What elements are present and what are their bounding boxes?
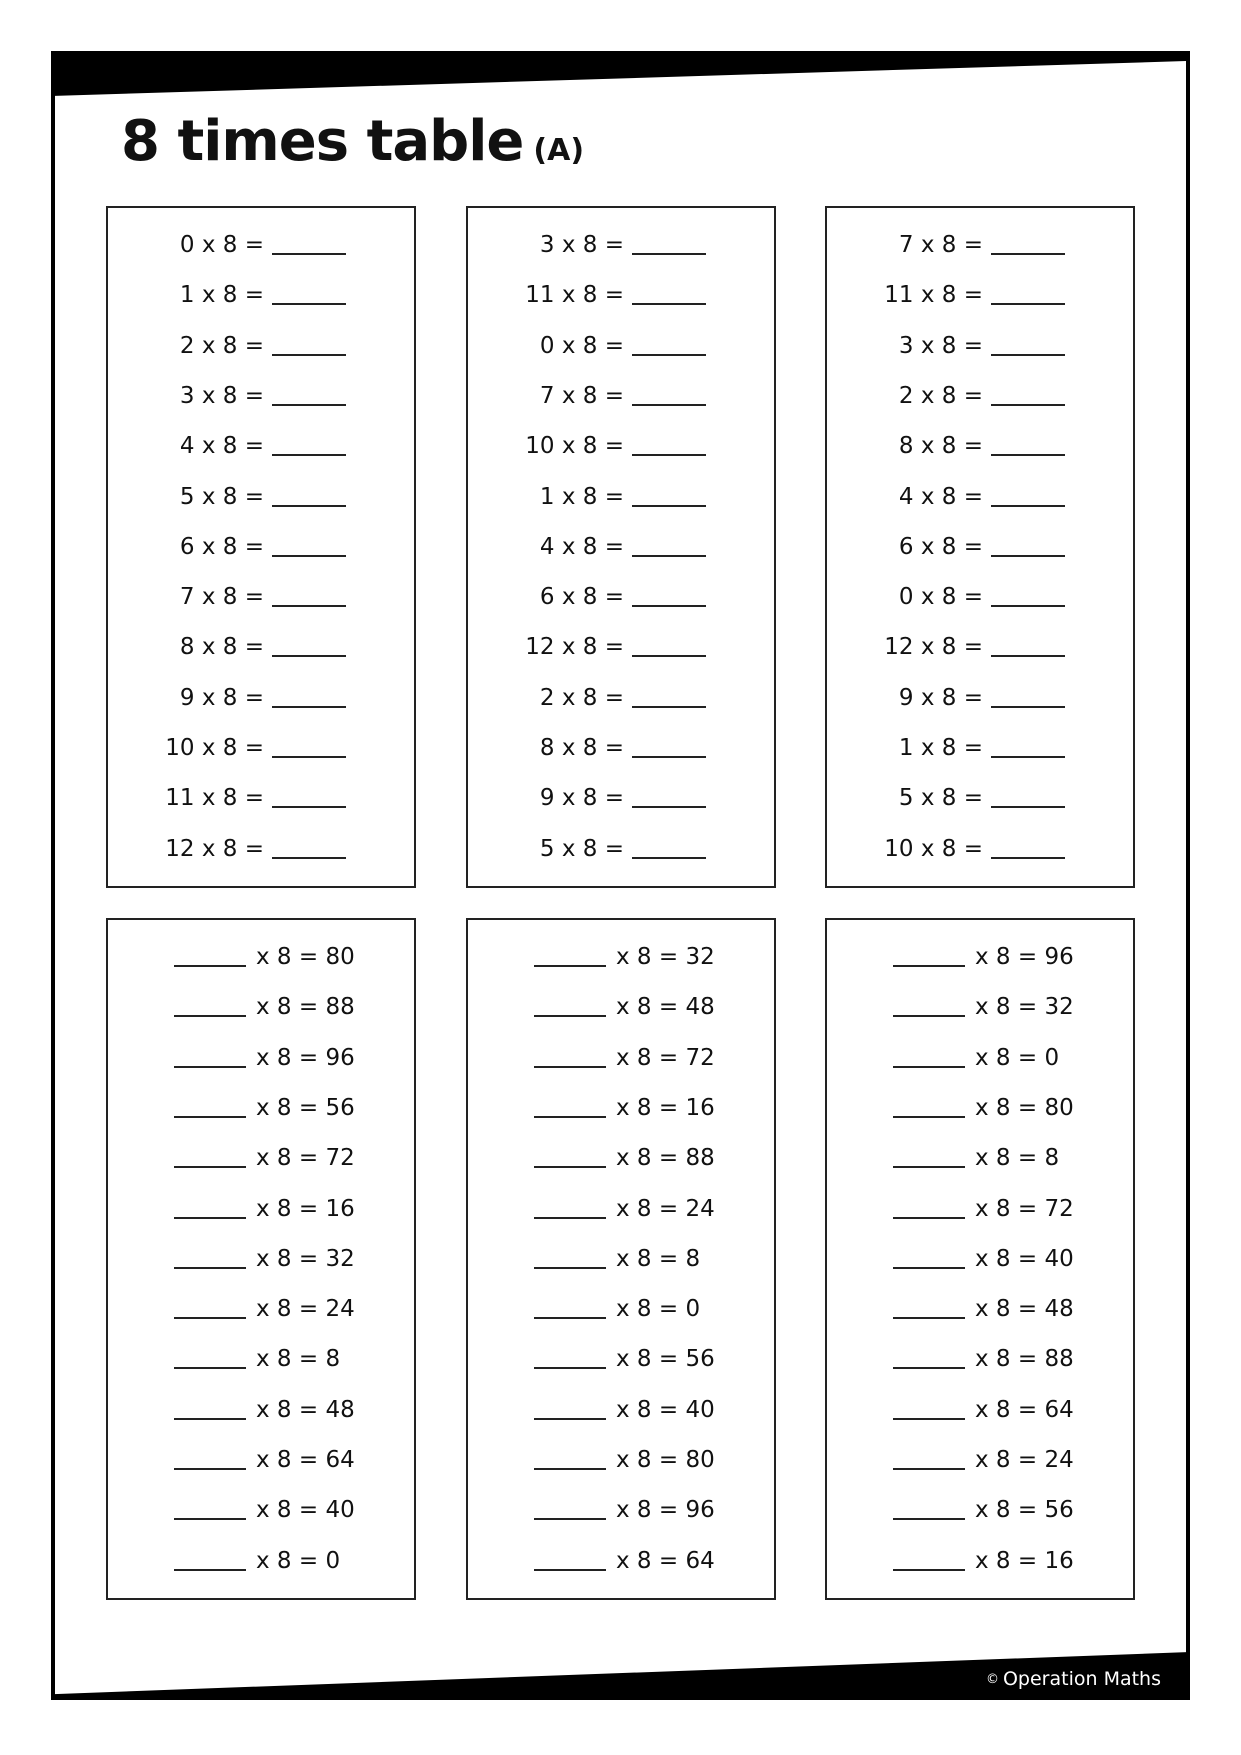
answer-blank[interactable] (272, 806, 346, 808)
question-text: 0 x 8 = (898, 584, 983, 611)
question-text: 10 x 8 = (525, 433, 624, 460)
answer-blank[interactable] (632, 555, 706, 557)
question-text: 8 x 8 = (179, 634, 264, 661)
question-row (827, 627, 1133, 667)
answer-blank[interactable] (534, 1367, 606, 1369)
answer-blank[interactable] (991, 605, 1065, 607)
answer-blank[interactable] (174, 1518, 246, 1520)
answer-blank[interactable] (174, 1569, 246, 1571)
copyright-text: Operation Maths (1002, 1668, 1161, 1690)
question-row (468, 477, 774, 517)
answer-blank[interactable] (991, 253, 1065, 255)
answer-blank[interactable] (632, 253, 706, 255)
question-text: x 8 = 64 (616, 1547, 715, 1574)
question-row (827, 1490, 1133, 1530)
question-row (827, 1138, 1133, 1178)
answer-blank[interactable] (893, 1569, 965, 1571)
answer-blank[interactable] (991, 706, 1065, 708)
question-row (827, 477, 1133, 517)
question-text: x 8 = 96 (975, 944, 1074, 970)
question-row (468, 1541, 774, 1581)
question-row (468, 627, 774, 667)
question-row (108, 426, 414, 466)
question-text: 8 x 8 = (898, 433, 983, 460)
question-text: 7 x 8 = (898, 232, 983, 258)
question-text: x 8 = 48 (616, 994, 715, 1021)
question-text: 12 x 8 = (884, 634, 983, 661)
question-row (108, 275, 414, 315)
question-row (108, 1339, 414, 1379)
answer-blank[interactable] (174, 1468, 246, 1470)
question-row (108, 937, 414, 977)
question-row (108, 1038, 414, 1078)
answer-blank[interactable] (991, 454, 1065, 456)
question-text: 11 x 8 = (884, 282, 983, 309)
question-row (108, 376, 414, 416)
answer-blank[interactable] (534, 1418, 606, 1420)
question-text: x 8 = 88 (616, 1145, 715, 1172)
answer-blank[interactable] (991, 756, 1065, 758)
answer-blank[interactable] (893, 1015, 965, 1017)
answer-blank[interactable] (534, 1569, 606, 1571)
question-text: x 8 = 80 (256, 944, 355, 970)
question-row (108, 1189, 414, 1229)
answer-blank[interactable] (893, 1267, 965, 1269)
answer-blank[interactable] (632, 505, 706, 507)
question-text: 10 x 8 = (165, 735, 264, 761)
question-text: x 8 = 16 (975, 1547, 1074, 1574)
question-row (827, 829, 1133, 869)
question-row (468, 728, 774, 768)
answer-blank[interactable] (534, 1116, 606, 1118)
question-text: x 8 = 96 (616, 1497, 715, 1524)
question-text: x 8 = 88 (975, 1346, 1074, 1373)
question-text: 4 x 8 = (898, 483, 983, 510)
question-row (827, 987, 1133, 1027)
answer-blank[interactable] (632, 857, 706, 859)
answer-blank[interactable] (632, 706, 706, 708)
answer-blank[interactable] (991, 505, 1065, 507)
question-text: x 8 = 40 (975, 1245, 1074, 1272)
question-row (108, 527, 414, 567)
answer-blank[interactable] (272, 303, 346, 305)
question-row (108, 577, 414, 617)
question-row (468, 987, 774, 1027)
question-text: 4 x 8 = (539, 533, 624, 560)
question-text: x 8 = 8 (256, 1346, 341, 1373)
answer-blank[interactable] (991, 354, 1065, 356)
answer-blank[interactable] (272, 857, 346, 859)
question-row (468, 1189, 774, 1229)
answer-blank[interactable] (632, 655, 706, 657)
question-text: 3 x 8 = (539, 232, 624, 258)
question-text: x 8 = 24 (616, 1195, 715, 1222)
question-row (108, 728, 414, 768)
question-text: 6 x 8 = (898, 533, 983, 560)
question-row (468, 1088, 774, 1128)
question-row (827, 937, 1133, 977)
answer-blank[interactable] (991, 857, 1065, 859)
question-text: 11 x 8 = (165, 785, 264, 812)
question-text: 1 x 8 = (179, 282, 264, 309)
answer-blank[interactable] (534, 965, 606, 967)
question-row (468, 1339, 774, 1379)
answer-blank[interactable] (534, 1217, 606, 1219)
answer-blank[interactable] (272, 253, 346, 255)
question-row (827, 275, 1133, 315)
question-row (827, 225, 1133, 265)
question-text: 1 x 8 = (898, 735, 983, 761)
answer-blank[interactable] (893, 1518, 965, 1520)
question-text: x 8 = 8 (975, 1145, 1060, 1172)
answer-blank[interactable] (991, 404, 1065, 406)
question-row (468, 1138, 774, 1178)
question-row (468, 1440, 774, 1480)
answer-blank[interactable] (893, 1066, 965, 1068)
answer-blank[interactable] (991, 303, 1065, 305)
title-version: (A) (533, 133, 585, 168)
question-text: x 8 = 80 (975, 1094, 1074, 1121)
answer-blank[interactable] (632, 756, 706, 758)
answer-blank[interactable] (174, 965, 246, 967)
question-text: x 8 = 56 (256, 1094, 355, 1121)
question-row (827, 1038, 1133, 1078)
answer-blank[interactable] (632, 605, 706, 607)
question-row (108, 678, 414, 718)
question-row (108, 1541, 414, 1581)
question-text: 6 x 8 = (539, 584, 624, 611)
answer-blank[interactable] (632, 303, 706, 305)
question-row (108, 1490, 414, 1530)
question-row (468, 778, 774, 818)
answer-blank[interactable] (534, 1015, 606, 1017)
answer-blank[interactable] (893, 1418, 965, 1420)
question-text: x 8 = 0 (256, 1547, 341, 1574)
question-text: x 8 = 72 (975, 1195, 1074, 1222)
answer-blank[interactable] (991, 655, 1065, 657)
answer-blank[interactable] (534, 1468, 606, 1470)
question-row (827, 728, 1133, 768)
question-text: 7 x 8 = (179, 584, 264, 611)
missing-factor-box-1 (106, 918, 416, 1600)
question-row (827, 527, 1133, 567)
answer-blank[interactable] (534, 1518, 606, 1520)
question-row (468, 1390, 774, 1430)
answer-blank[interactable] (174, 1317, 246, 1319)
question-text: 5 x 8 = (898, 785, 983, 812)
question-row (108, 225, 414, 265)
answer-blank[interactable] (534, 1317, 606, 1319)
answer-blank[interactable] (174, 1367, 246, 1369)
question-row (108, 1138, 414, 1178)
question-text: x 8 = 16 (616, 1094, 715, 1121)
answer-blank[interactable] (272, 655, 346, 657)
question-text: x 8 = 72 (256, 1145, 355, 1172)
question-row (827, 1541, 1133, 1581)
question-row (827, 326, 1133, 366)
question-row (827, 1189, 1133, 1229)
question-row (108, 987, 414, 1027)
question-text: x 8 = 32 (256, 1245, 355, 1272)
answer-blank[interactable] (534, 1066, 606, 1068)
question-row (468, 426, 774, 466)
question-row (468, 1490, 774, 1530)
answer-blank[interactable] (174, 1015, 246, 1017)
answer-blank[interactable] (272, 706, 346, 708)
answer-blank[interactable] (272, 505, 346, 507)
question-row (468, 225, 774, 265)
question-text: x 8 = 56 (616, 1346, 715, 1373)
answer-blank[interactable] (272, 756, 346, 758)
question-text: 1 x 8 = (539, 483, 624, 510)
question-row (468, 275, 774, 315)
question-row (108, 326, 414, 366)
question-text: 3 x 8 = (179, 382, 264, 409)
answer-blank[interactable] (893, 965, 965, 967)
question-row (468, 678, 774, 718)
answer-blank[interactable] (174, 1116, 246, 1118)
question-text: x 8 = 48 (975, 1296, 1074, 1323)
question-row (108, 1239, 414, 1279)
answer-blank[interactable] (272, 605, 346, 607)
question-row (108, 477, 414, 517)
answer-blank[interactable] (272, 555, 346, 557)
answer-blank[interactable] (174, 1166, 246, 1168)
answer-blank[interactable] (272, 454, 346, 456)
copyright-notice (986, 1668, 1161, 1690)
missing-factor-box-2 (466, 918, 776, 1600)
question-text: 11 x 8 = (525, 282, 624, 309)
question-row (468, 1239, 774, 1279)
question-text: x 8 = 48 (256, 1396, 355, 1423)
answer-blank[interactable] (991, 806, 1065, 808)
forward-questions-box-1 (106, 206, 416, 888)
question-text: 5 x 8 = (179, 483, 264, 510)
question-text: x 8 = 40 (616, 1396, 715, 1423)
missing-factor-box-3 (825, 918, 1135, 1600)
question-text: 5 x 8 = (539, 835, 624, 862)
question-row (827, 1088, 1133, 1128)
question-row (827, 1339, 1133, 1379)
question-row (827, 1239, 1133, 1279)
question-row (827, 1390, 1133, 1430)
question-row (468, 937, 774, 977)
question-row (468, 527, 774, 567)
question-row (468, 376, 774, 416)
question-row (468, 1038, 774, 1078)
answer-blank[interactable] (893, 1468, 965, 1470)
question-text: x 8 = 64 (975, 1396, 1074, 1423)
answer-blank[interactable] (272, 404, 346, 406)
question-row (108, 829, 414, 869)
answer-blank[interactable] (174, 1267, 246, 1269)
question-text: 9 x 8 = (539, 785, 624, 812)
question-row (827, 778, 1133, 818)
question-row (108, 1088, 414, 1128)
question-text: x 8 = 56 (975, 1497, 1074, 1524)
forward-questions-box-2 (466, 206, 776, 888)
question-text: x 8 = 96 (256, 1044, 355, 1071)
answer-blank[interactable] (632, 806, 706, 808)
question-row (827, 376, 1133, 416)
answer-blank[interactable] (534, 1166, 606, 1168)
copyright-icon: © (985, 1672, 999, 1687)
question-row (827, 678, 1133, 718)
question-text: x 8 = 64 (256, 1447, 355, 1473)
question-text: 6 x 8 = (179, 533, 264, 560)
forward-questions-box-3 (825, 206, 1135, 888)
question-row (108, 627, 414, 667)
question-text: x 8 = 72 (616, 1044, 715, 1071)
question-text: x 8 = 32 (975, 994, 1074, 1021)
answer-blank[interactable] (174, 1217, 246, 1219)
question-text: 0 x 8 = (539, 332, 624, 359)
answer-blank[interactable] (893, 1317, 965, 1319)
question-row (468, 829, 774, 869)
answer-blank[interactable] (991, 555, 1065, 557)
question-row (468, 326, 774, 366)
answer-blank[interactable] (893, 1217, 965, 1219)
question-text: x 8 = 24 (256, 1296, 355, 1323)
answer-blank[interactable] (632, 404, 706, 406)
question-row (108, 1440, 414, 1480)
answer-blank[interactable] (893, 1367, 965, 1369)
question-text: 2 x 8 = (539, 684, 624, 711)
question-row (827, 1440, 1133, 1480)
question-text: 0 x 8 = (179, 232, 264, 258)
question-text: x 8 = 0 (975, 1044, 1060, 1071)
question-text: 7 x 8 = (539, 382, 624, 409)
answer-blank[interactable] (632, 454, 706, 456)
question-row (108, 778, 414, 818)
answer-blank[interactable] (893, 1116, 965, 1118)
page-title (121, 106, 584, 187)
question-row (827, 1289, 1133, 1329)
question-text: 2 x 8 = (898, 382, 983, 409)
question-text: x 8 = 88 (256, 994, 355, 1021)
question-text: 10 x 8 = (884, 835, 983, 862)
question-row (827, 577, 1133, 617)
question-text: x 8 = 8 (616, 1245, 701, 1272)
answer-blank[interactable] (272, 354, 346, 356)
question-text: 9 x 8 = (179, 684, 264, 711)
answer-blank[interactable] (534, 1267, 606, 1269)
answer-blank[interactable] (893, 1166, 965, 1168)
answer-blank[interactable] (632, 354, 706, 356)
question-row (468, 577, 774, 617)
answer-blank[interactable] (174, 1066, 246, 1068)
question-text: x 8 = 16 (256, 1195, 355, 1222)
question-text: x 8 = 40 (256, 1497, 355, 1524)
question-text: x 8 = 24 (975, 1447, 1074, 1473)
question-text: 4 x 8 = (179, 433, 264, 460)
question-text: 3 x 8 = (898, 332, 983, 359)
question-row (108, 1390, 414, 1430)
question-row (827, 426, 1133, 466)
question-text: 8 x 8 = (539, 735, 624, 761)
title-text: 8 times table (121, 109, 524, 174)
question-text: 12 x 8 = (525, 634, 624, 661)
answer-blank[interactable] (174, 1418, 246, 1420)
question-text: x 8 = 80 (616, 1447, 715, 1473)
question-row (468, 1289, 774, 1329)
question-text: 2 x 8 = (179, 332, 264, 359)
question-row (108, 1289, 414, 1329)
question-text: 9 x 8 = (898, 684, 983, 711)
question-text: x 8 = 32 (616, 944, 715, 970)
question-text: x 8 = 0 (616, 1296, 701, 1323)
question-text: 12 x 8 = (165, 835, 264, 862)
